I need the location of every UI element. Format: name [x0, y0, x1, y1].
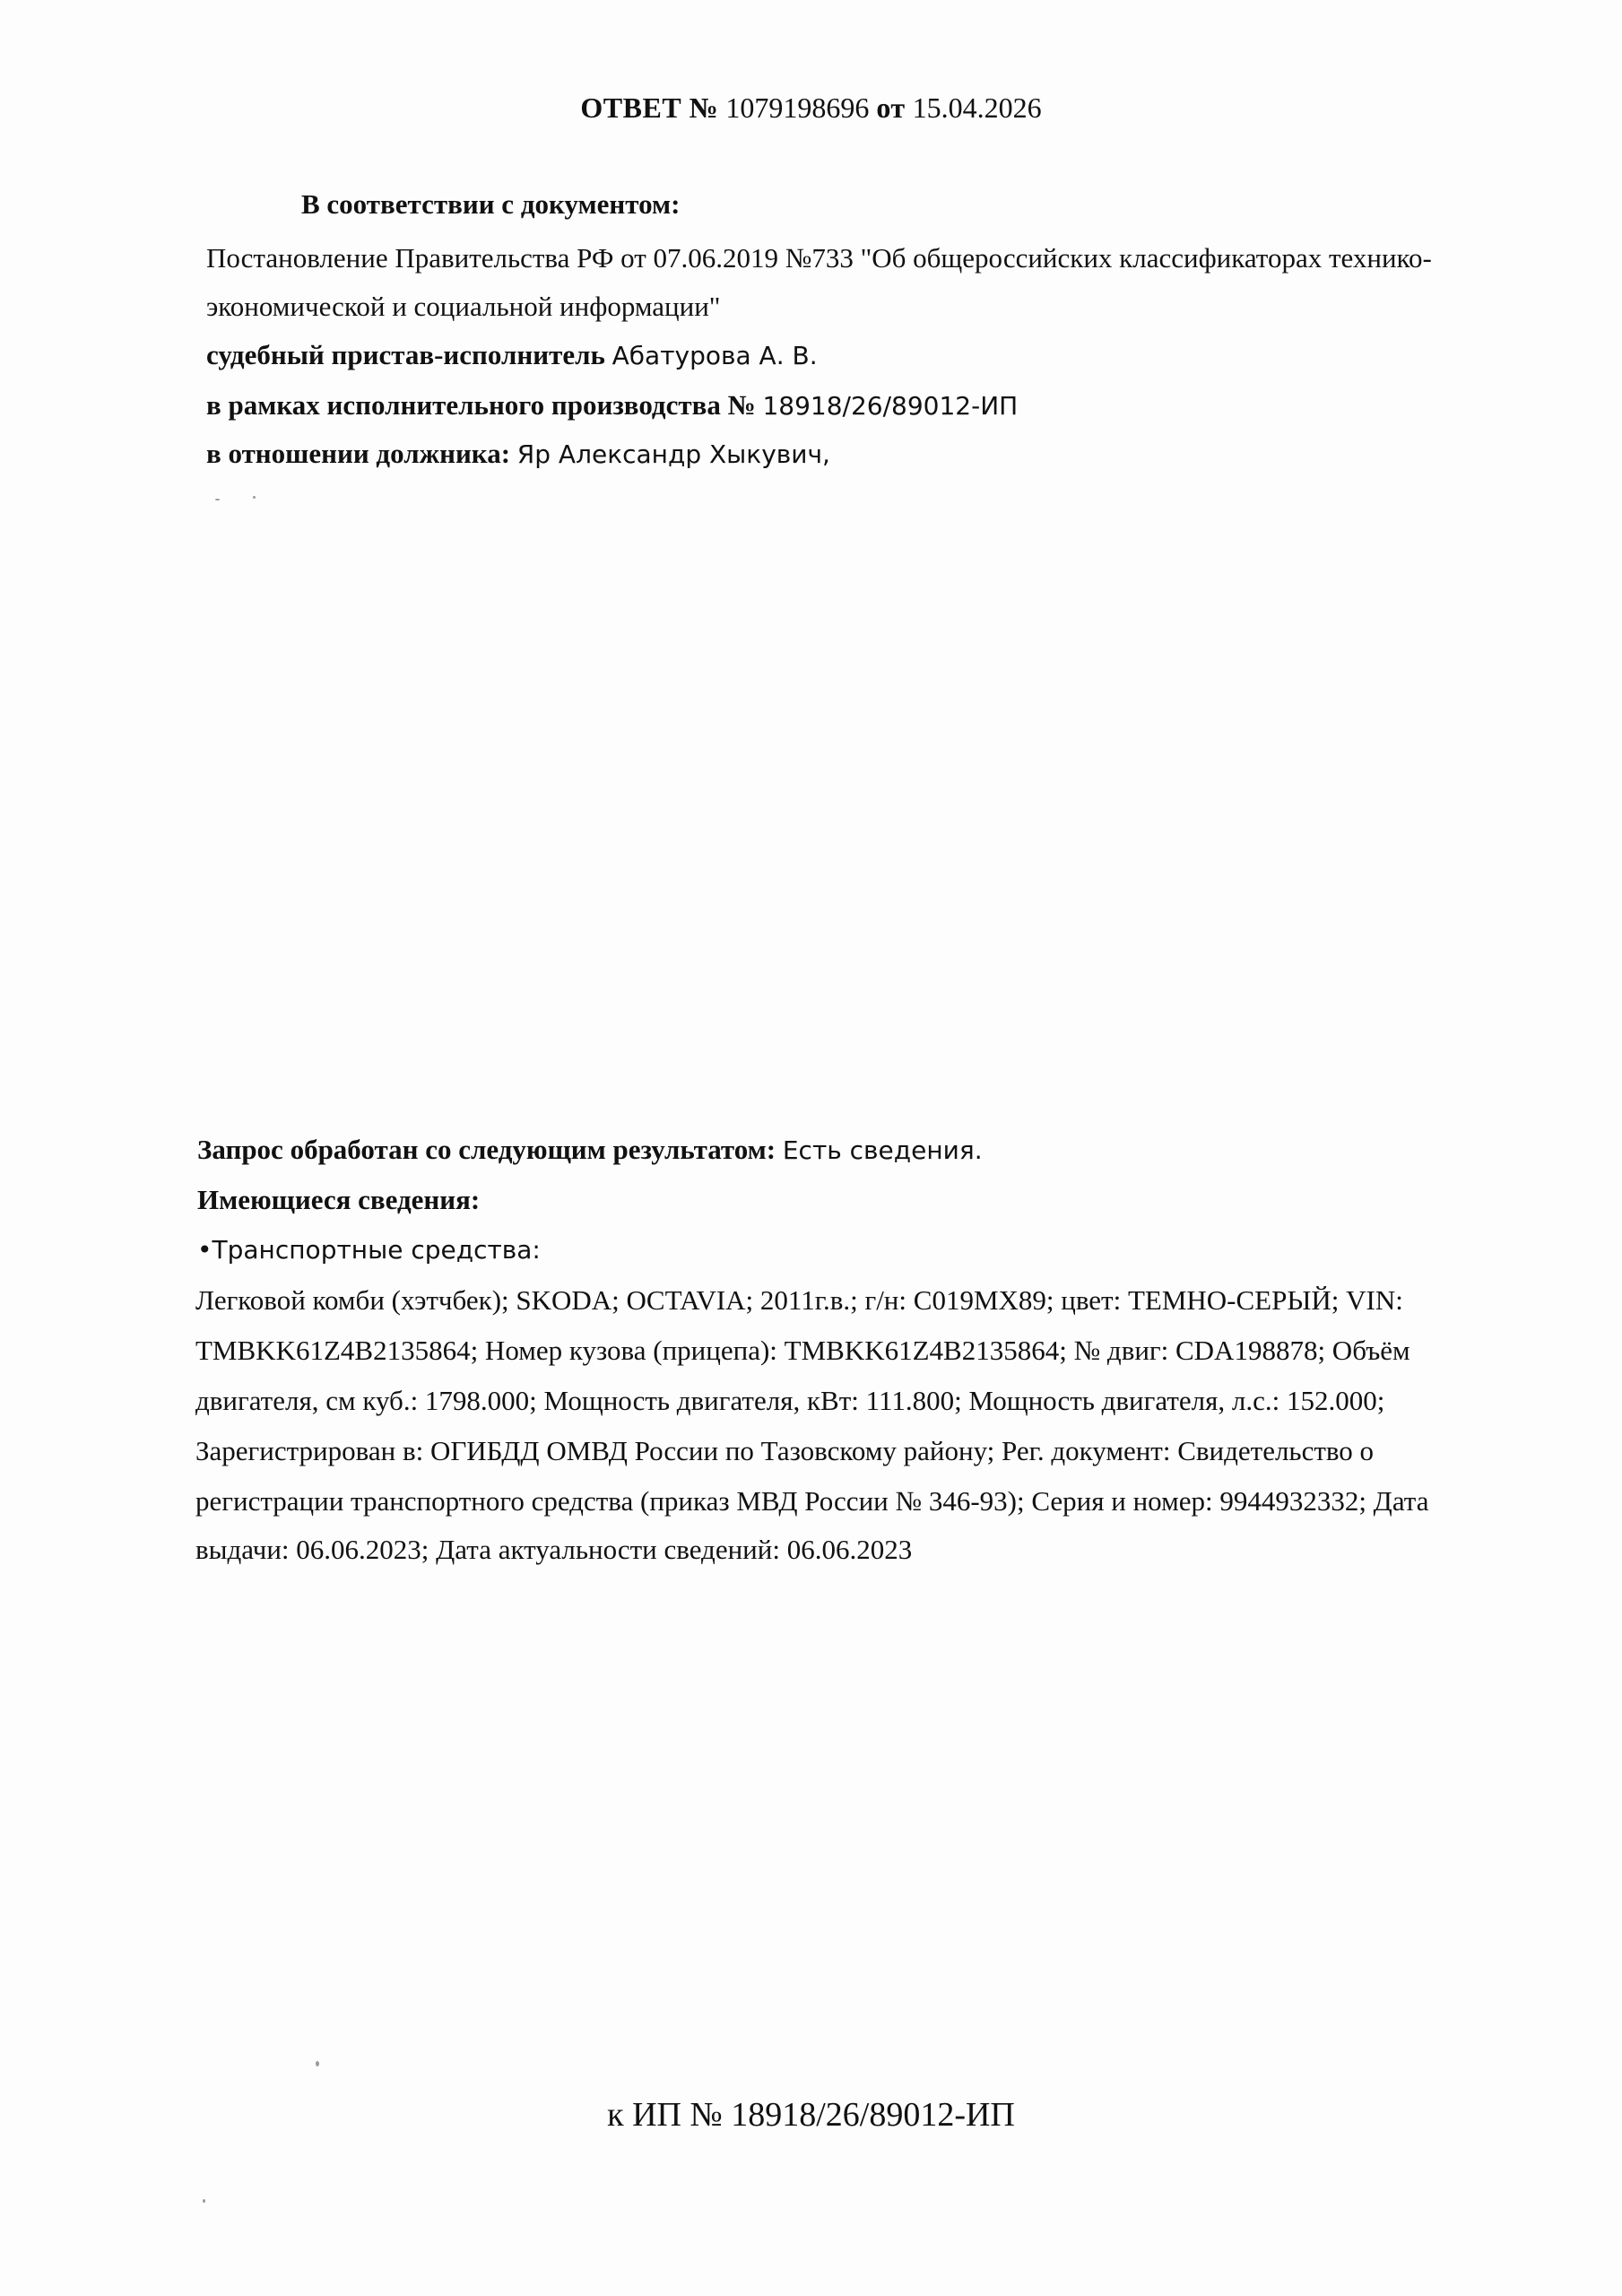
bailiff-label: судебный пристав-исполнитель [206, 339, 605, 370]
result-value: Есть сведения. [782, 1135, 983, 1165]
debtor-name: Яр Александр Хыкувич, [516, 439, 830, 469]
debtor-line [206, 436, 830, 473]
answer-date: 15.04.2026 [912, 91, 1042, 124]
scan-speck [215, 499, 220, 500]
date-label: от [876, 91, 906, 124]
proceeding-line [206, 387, 1018, 424]
answer-number: 1079198696 [725, 91, 870, 124]
bailiff-line [206, 337, 818, 374]
debtor-label: в отношении должника: [206, 438, 511, 469]
bailiff-name: Абатурова А. В. [612, 341, 818, 370]
scan-speck [253, 496, 256, 499]
answer-label: ОТВЕТ № [580, 91, 719, 124]
vehicle-info-line: двигателя, см куб.: 1798.000; Мощность двигателя, кВт: 111.800; Мощность двигателя, л.с.: 152.000; [195, 1385, 1385, 1416]
basis-document-line-1: Постановление Правительства РФ от 07.06.2019 №733 "Об общероссийских классификаторах технико- [206, 242, 1432, 274]
proceeding-number: 18918/26/89012-ИП [762, 391, 1019, 421]
vehicle-info-line: TMBKK61Z4B2135864; Номер кузова (прицепа): TMBKK61Z4B2135864; № двиг: CDA198878; Объём [195, 1335, 1410, 1366]
basis-document-line-2: экономической и социальной информации" [206, 291, 721, 322]
result-label: Запрос обработан со следующим результатом: [197, 1134, 776, 1165]
vehicle-info-line: Зарегистрирован в: ОГИБДД ОМВД России по Тазовскому району; Рег. документ: Свидетельство о [195, 1435, 1375, 1466]
scan-speck [316, 2061, 319, 2066]
available-heading: Имеющиеся сведения: [197, 1184, 481, 1215]
vehicle-info-line: выдачи: 06.06.2023; Дата актуальности сведений: 06.06.2023 [195, 1534, 913, 1565]
basis-heading: В соответствии с документом: [301, 188, 681, 220]
page-title [0, 90, 1622, 126]
vehicle-info-line: Легковой комби (хэтчбек); SKODA; OCTAVIA; 2011г.в.; г/н: С019МХ89; цвет: ТЕМНО-СЕРЫЙ; VIN: [195, 1284, 1403, 1316]
footer-proceeding-reference: к ИП № 18918/26/89012-ИП [607, 2096, 1015, 2134]
result-line [197, 1132, 983, 1169]
vehicles-category: •Транспортные средства: [197, 1235, 541, 1265]
vehicle-info-line: регистрации транспортного средства (приказ МВД России № 346-93); Серия и номер: 9944932332; Дата [195, 1485, 1429, 1517]
proceeding-label: в рамках исполнительного производства № [206, 389, 756, 421]
scan-speck [203, 2199, 205, 2203]
